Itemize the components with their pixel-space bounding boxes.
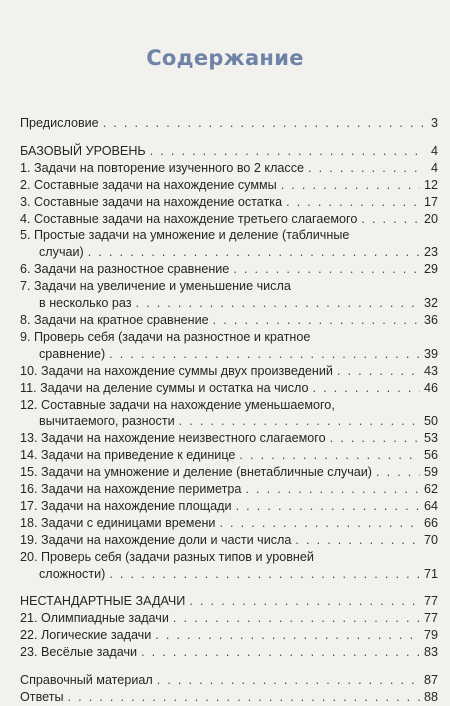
- toc-entry-text-continued: вычитаемого, разности: [39, 414, 175, 429]
- dot-leader: [295, 532, 420, 549]
- toc-entry-2[interactable]: [20, 177, 438, 194]
- toc-page-number: 88: [423, 690, 438, 704]
- toc-entry-text: 19. Задачи на нахождение доли и части числа: [20, 532, 292, 547]
- toc-entry-text: 4. Составные задачи на нахождение третьего слагаемого: [20, 211, 358, 226]
- toc-entry-text: 9. Проверь себя (задачи на разностное и кратное: [20, 329, 311, 344]
- dot-leader: [141, 644, 420, 661]
- section-gap: [20, 132, 438, 143]
- toc-entry-text: 23. Весёлые задачи: [20, 645, 138, 660]
- dot-leader: [245, 481, 420, 498]
- toc-entry-18[interactable]: [20, 515, 438, 532]
- toc-entry-text: 20. Проверь себя (задачи разных типов и уровней: [20, 549, 314, 564]
- toc-entry-text: Справочный материал: [20, 673, 153, 688]
- toc-page-number: 39: [423, 346, 438, 361]
- toc-entry-text-continued: в несколько раз: [39, 296, 132, 311]
- toc-entry-text-continued: сложности): [39, 566, 106, 581]
- toc-entry-3[interactable]: [20, 194, 438, 211]
- toc-page-number: 17: [423, 194, 438, 209]
- toc-entry-6[interactable]: [20, 261, 438, 278]
- toc-page-number: 36: [423, 312, 438, 327]
- toc-page-number: 56: [423, 448, 438, 463]
- toc-entry-text-continued: случаи): [39, 245, 84, 260]
- toc-entry-text: 6. Задачи на разностное сравнение: [20, 262, 230, 277]
- toc-page-number: 46: [423, 380, 438, 395]
- toc-entry-text: 12. Составные задачи на нахождение уменьшаемого,: [20, 397, 335, 412]
- toc-page-number: 4: [430, 143, 438, 158]
- dot-leader: [281, 177, 420, 194]
- toc-entry-text: 7. Задачи на увеличение и уменьшение числа: [20, 279, 291, 294]
- toc-page-number: 3: [430, 116, 438, 130]
- dot-leader: [361, 211, 420, 228]
- toc-entry-text: 3. Составные задачи на нахождение остатка: [20, 194, 283, 209]
- dot-leader: [88, 244, 420, 261]
- dot-leader: [103, 115, 424, 132]
- dot-leader: [286, 194, 420, 211]
- dot-leader: [213, 312, 420, 329]
- toc-page-number: 29: [423, 262, 438, 277]
- toc-entry-5[interactable]: [20, 227, 438, 261]
- toc-entry-11[interactable]: [20, 380, 438, 397]
- toc-page-number: 66: [423, 515, 438, 530]
- toc-entry-reference[interactable]: [20, 672, 438, 689]
- toc-page-number: 4: [430, 160, 438, 175]
- toc-page-number: 23: [423, 245, 438, 260]
- toc-entry-text: 8. Задачи на кратное сравнение: [20, 312, 209, 327]
- toc-page-number: 77: [423, 594, 438, 609]
- toc-page-number: 64: [423, 498, 438, 513]
- toc-page-number: 83: [423, 645, 438, 660]
- dot-leader: [376, 464, 420, 481]
- toc-page-number: 79: [423, 628, 438, 643]
- toc-entry-text: 1. Задачи на повторение изученного во 2 классе: [20, 160, 305, 175]
- toc-entry-1[interactable]: [20, 160, 438, 177]
- toc-entry-9[interactable]: [20, 329, 438, 363]
- dot-leader: [236, 498, 420, 515]
- toc-entry-answers[interactable]: [20, 689, 438, 706]
- toc-page-number: 70: [423, 532, 438, 547]
- toc-entry-text: 2. Составные задачи на нахождение суммы: [20, 177, 277, 192]
- toc-page-number: 32: [423, 296, 438, 311]
- dot-leader: [219, 515, 420, 532]
- toc-page-number: 50: [423, 414, 438, 429]
- toc-entry-17[interactable]: [20, 498, 438, 515]
- dot-leader: [150, 143, 424, 160]
- toc-page-number: 12: [423, 177, 438, 192]
- toc-page-number: 71: [423, 566, 438, 581]
- toc-entry-text: 22. Логические задачи: [20, 628, 152, 643]
- toc-page-number: 62: [423, 482, 438, 497]
- dot-leader: [155, 627, 420, 644]
- toc-entry-text: 5. Простые задачи на умножение и деление (табличные: [20, 228, 350, 243]
- toc-entry-text: Предисловие: [20, 116, 99, 130]
- dot-leader: [239, 447, 420, 464]
- toc-entry-20[interactable]: [20, 549, 438, 583]
- toc-entry-text: 16. Задачи на нахождение периметра: [20, 482, 242, 497]
- dot-leader: [233, 261, 420, 278]
- dot-leader: [313, 380, 420, 397]
- toc-entry-text: 14. Задачи на приведение к единице: [20, 448, 236, 463]
- toc-entry-text: Ответы: [20, 690, 64, 704]
- toc-entry-text: 21. Олимпиадные задачи: [20, 611, 169, 626]
- table-of-contents: [20, 115, 438, 706]
- toc-section-title: БАЗОВЫЙ УРОВЕНЬ: [20, 143, 146, 158]
- toc-entry-12[interactable]: [20, 397, 438, 431]
- dot-leader: [308, 160, 424, 177]
- toc-page-number: 59: [423, 465, 438, 480]
- toc-page-number: 77: [423, 611, 438, 626]
- toc-page-number: 43: [423, 363, 438, 378]
- toc-entry-text: 13. Задачи на нахождение неизвестного слагаемого: [20, 431, 326, 446]
- toc-entry-text: 17. Задачи на нахождение площади: [20, 498, 232, 513]
- toc-section-nonstandard[interactable]: [20, 593, 438, 610]
- toc-section-basic[interactable]: [20, 143, 438, 160]
- toc-entry-text: 10. Задачи на нахождение суммы двух произведений: [20, 363, 333, 378]
- toc-entry-4[interactable]: [20, 211, 438, 228]
- dot-leader: [173, 610, 420, 627]
- toc-entry-10[interactable]: [20, 363, 438, 380]
- toc-page-number: 87: [423, 673, 438, 688]
- toc-entry-preface[interactable]: [20, 115, 438, 132]
- toc-entry-19[interactable]: [20, 532, 438, 549]
- section-gap: [20, 582, 438, 593]
- toc-entry-15[interactable]: [20, 464, 438, 481]
- dot-leader: [189, 593, 420, 610]
- section-gap: [20, 661, 438, 672]
- dot-leader: [109, 346, 420, 363]
- toc-entry-16[interactable]: [20, 481, 438, 498]
- toc-section-title: НЕСТАНДАРТНЫЕ ЗАДАЧИ: [20, 594, 186, 609]
- toc-entry-21[interactable]: [20, 610, 438, 627]
- dot-leader: [109, 566, 420, 583]
- toc-entry-13[interactable]: [20, 430, 438, 447]
- toc-entry-22[interactable]: [20, 627, 438, 644]
- toc-entry-8[interactable]: [20, 312, 438, 329]
- toc-entry-14[interactable]: [20, 447, 438, 464]
- page-title: Содержание: [146, 46, 304, 70]
- toc-entry-text: 15. Задачи на умножение и деление (внетабличные случаи): [20, 465, 373, 480]
- toc-page-number: 20: [423, 211, 438, 226]
- toc-entry-7[interactable]: [20, 278, 438, 312]
- dot-leader: [337, 363, 420, 380]
- toc-entry-text: 11. Задачи на деление суммы и остатка на число: [20, 380, 309, 395]
- dot-leader: [157, 672, 420, 689]
- toc-entry-text: 18. Задачи с единицами времени: [20, 515, 216, 530]
- dot-leader: [68, 689, 420, 706]
- dot-leader: [136, 295, 420, 312]
- dot-leader: [330, 430, 420, 447]
- toc-page-number: 53: [423, 431, 438, 446]
- toc-entry-23[interactable]: [20, 644, 438, 661]
- toc-entry-text-continued: сравнение): [39, 346, 106, 361]
- dot-leader: [179, 413, 420, 430]
